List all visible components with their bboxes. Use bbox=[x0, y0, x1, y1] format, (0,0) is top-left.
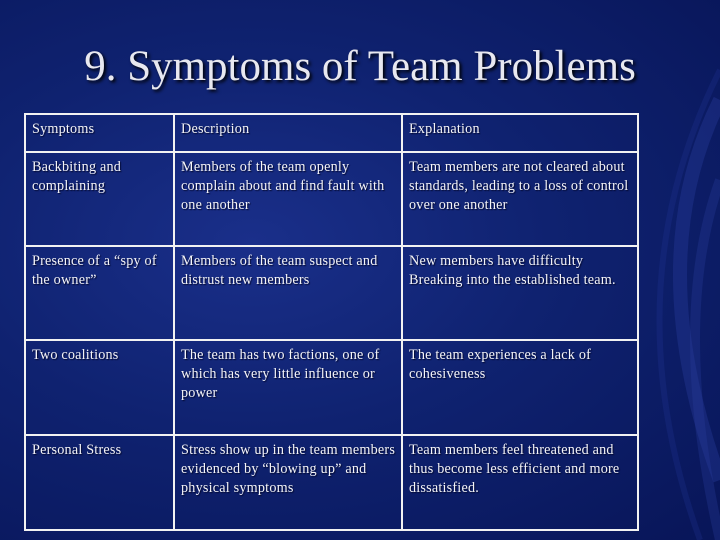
cell-symptom: Personal Stress bbox=[25, 435, 174, 530]
table-row bbox=[25, 152, 638, 246]
header-description: Description bbox=[174, 114, 402, 152]
symptoms-table bbox=[24, 113, 639, 531]
table-row bbox=[25, 340, 638, 435]
cell-description: The team has two factions, one of which has very little influence or power bbox=[174, 340, 402, 435]
cell-description: Stress show up in the team members evidenced by “blowing up” and physical symptoms bbox=[174, 435, 402, 530]
cell-explanation: Team members feel threatened and thus become less efficient and more dissatisfied. bbox=[402, 435, 638, 530]
table-header-row bbox=[25, 114, 638, 152]
cell-description: Members of the team openly complain about and find fault with one another bbox=[174, 152, 402, 246]
cell-explanation: Team members are not cleared about standards, leading to a loss of control over one another bbox=[402, 152, 638, 246]
table-row bbox=[25, 435, 638, 530]
cell-symptom: Presence of a “spy of the owner” bbox=[25, 246, 174, 340]
slide-title: 9. Symptoms of Team Problems bbox=[84, 43, 636, 90]
header-symptoms: Symptoms bbox=[25, 114, 174, 152]
cell-symptom: Backbiting and complaining bbox=[25, 152, 174, 246]
cell-description: Members of the team suspect and distrust new members bbox=[174, 246, 402, 340]
cell-explanation: The team experiences a lack of cohesiveness bbox=[402, 340, 638, 435]
cell-explanation: New members have difficulty Breaking into the established team. bbox=[402, 246, 638, 340]
header-explanation: Explanation bbox=[402, 114, 638, 152]
table-row bbox=[25, 246, 638, 340]
cell-symptom: Two coalitions bbox=[25, 340, 174, 435]
